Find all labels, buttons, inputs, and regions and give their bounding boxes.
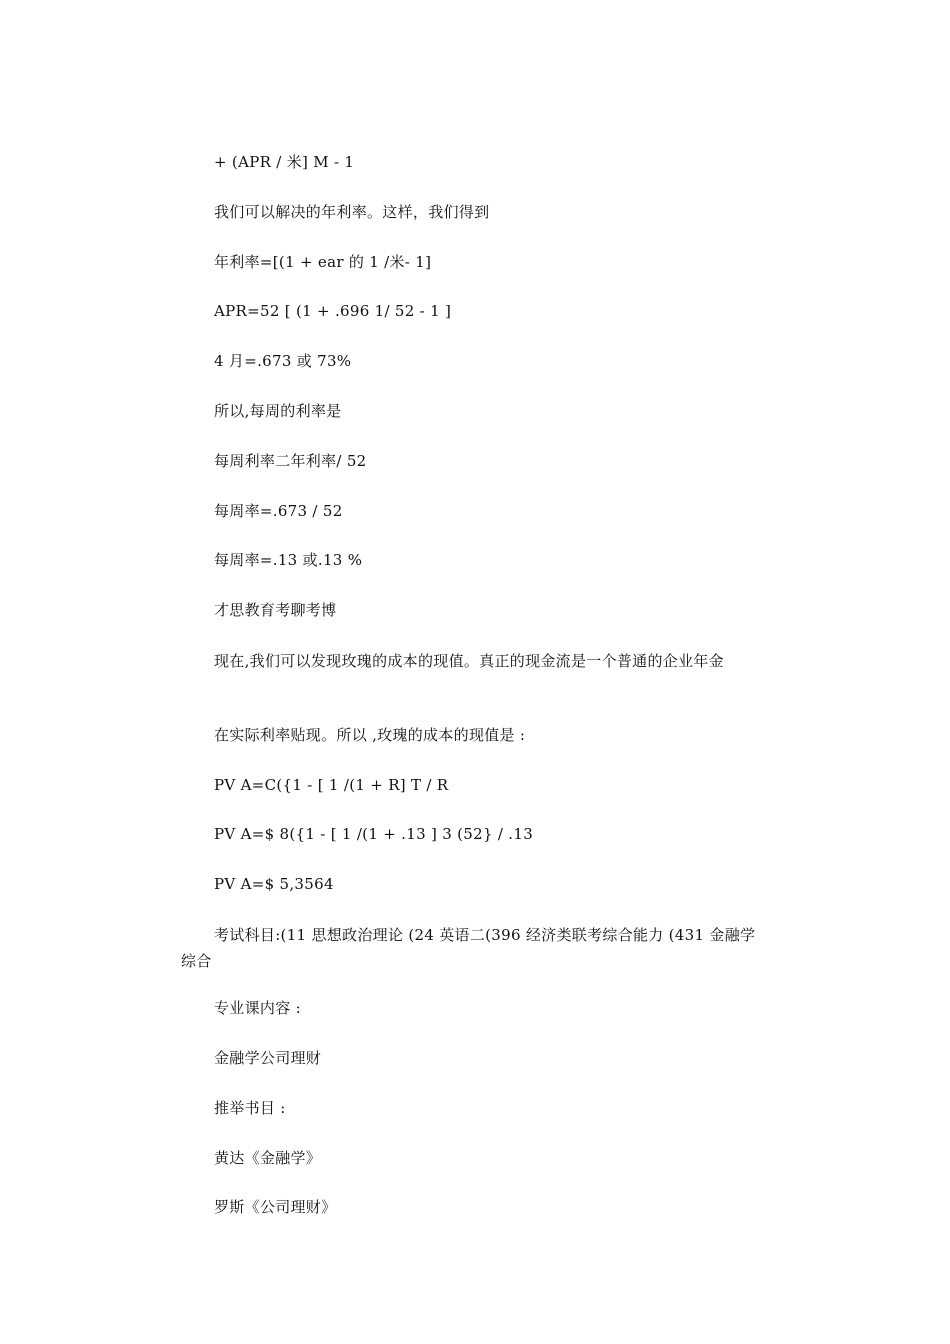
paragraph-present-value: 现在,我们可以发现玫瑰的成本的现值。真正的现金流是一个普通的企业年金 [214, 652, 724, 670]
text-line-18: 金融学公司理财 [214, 1049, 322, 1067]
formula-line-8: 每周率=.673 / 52 [214, 502, 343, 520]
text-line-19: 推举书目 : [214, 1099, 286, 1117]
text-line-12: 在实际利率贴现。所以 ,玫瑰的成本的现值是 : [214, 726, 526, 744]
formula-line-15: PV A=$ 5,3564 [214, 875, 334, 893]
formula-line-1: + (APR / 米] M - 1 [214, 153, 355, 171]
formula-line-9: 每周率=.13 或.13 % [214, 551, 363, 569]
text-line-20: 黄达《金融学》 [214, 1149, 322, 1167]
text-line-21: 罗斯《公司理财》 [214, 1198, 337, 1216]
text-line-2: 我们可以解决的年利率。这样，我们得到 [214, 203, 490, 221]
formula-line-5: 4 月=.673 或 73% [214, 352, 352, 370]
text-line-10: 才思教育考聊考博 [214, 601, 337, 619]
formula-line-3: 年利率=[(1 + ear 的 1 /米- 1] [214, 253, 432, 271]
formula-line-7: 每周利率二年利率/ 52 [214, 452, 367, 470]
formula-line-4: APR=52 [ (1 + .696 1/ 52 - 1 ] [214, 302, 452, 320]
paragraph-exam-subjects: 考试科目:(11 思想政治理论 (24 英语二(396 经济类联考综合能力 (431 金融学 综合 [181, 926, 756, 970]
formula-line-14: PV A=$ 8({1 - [ 1 /(1 + .13 ] 3 (52} / .13 [214, 825, 534, 843]
text-line-6: 所以,每周的利率是 [214, 402, 342, 420]
text-line-17: 专业课内容 : [214, 999, 301, 1017]
formula-line-13: PV A=C({1 - [ 1 /(1 + R] T / R [214, 776, 449, 794]
